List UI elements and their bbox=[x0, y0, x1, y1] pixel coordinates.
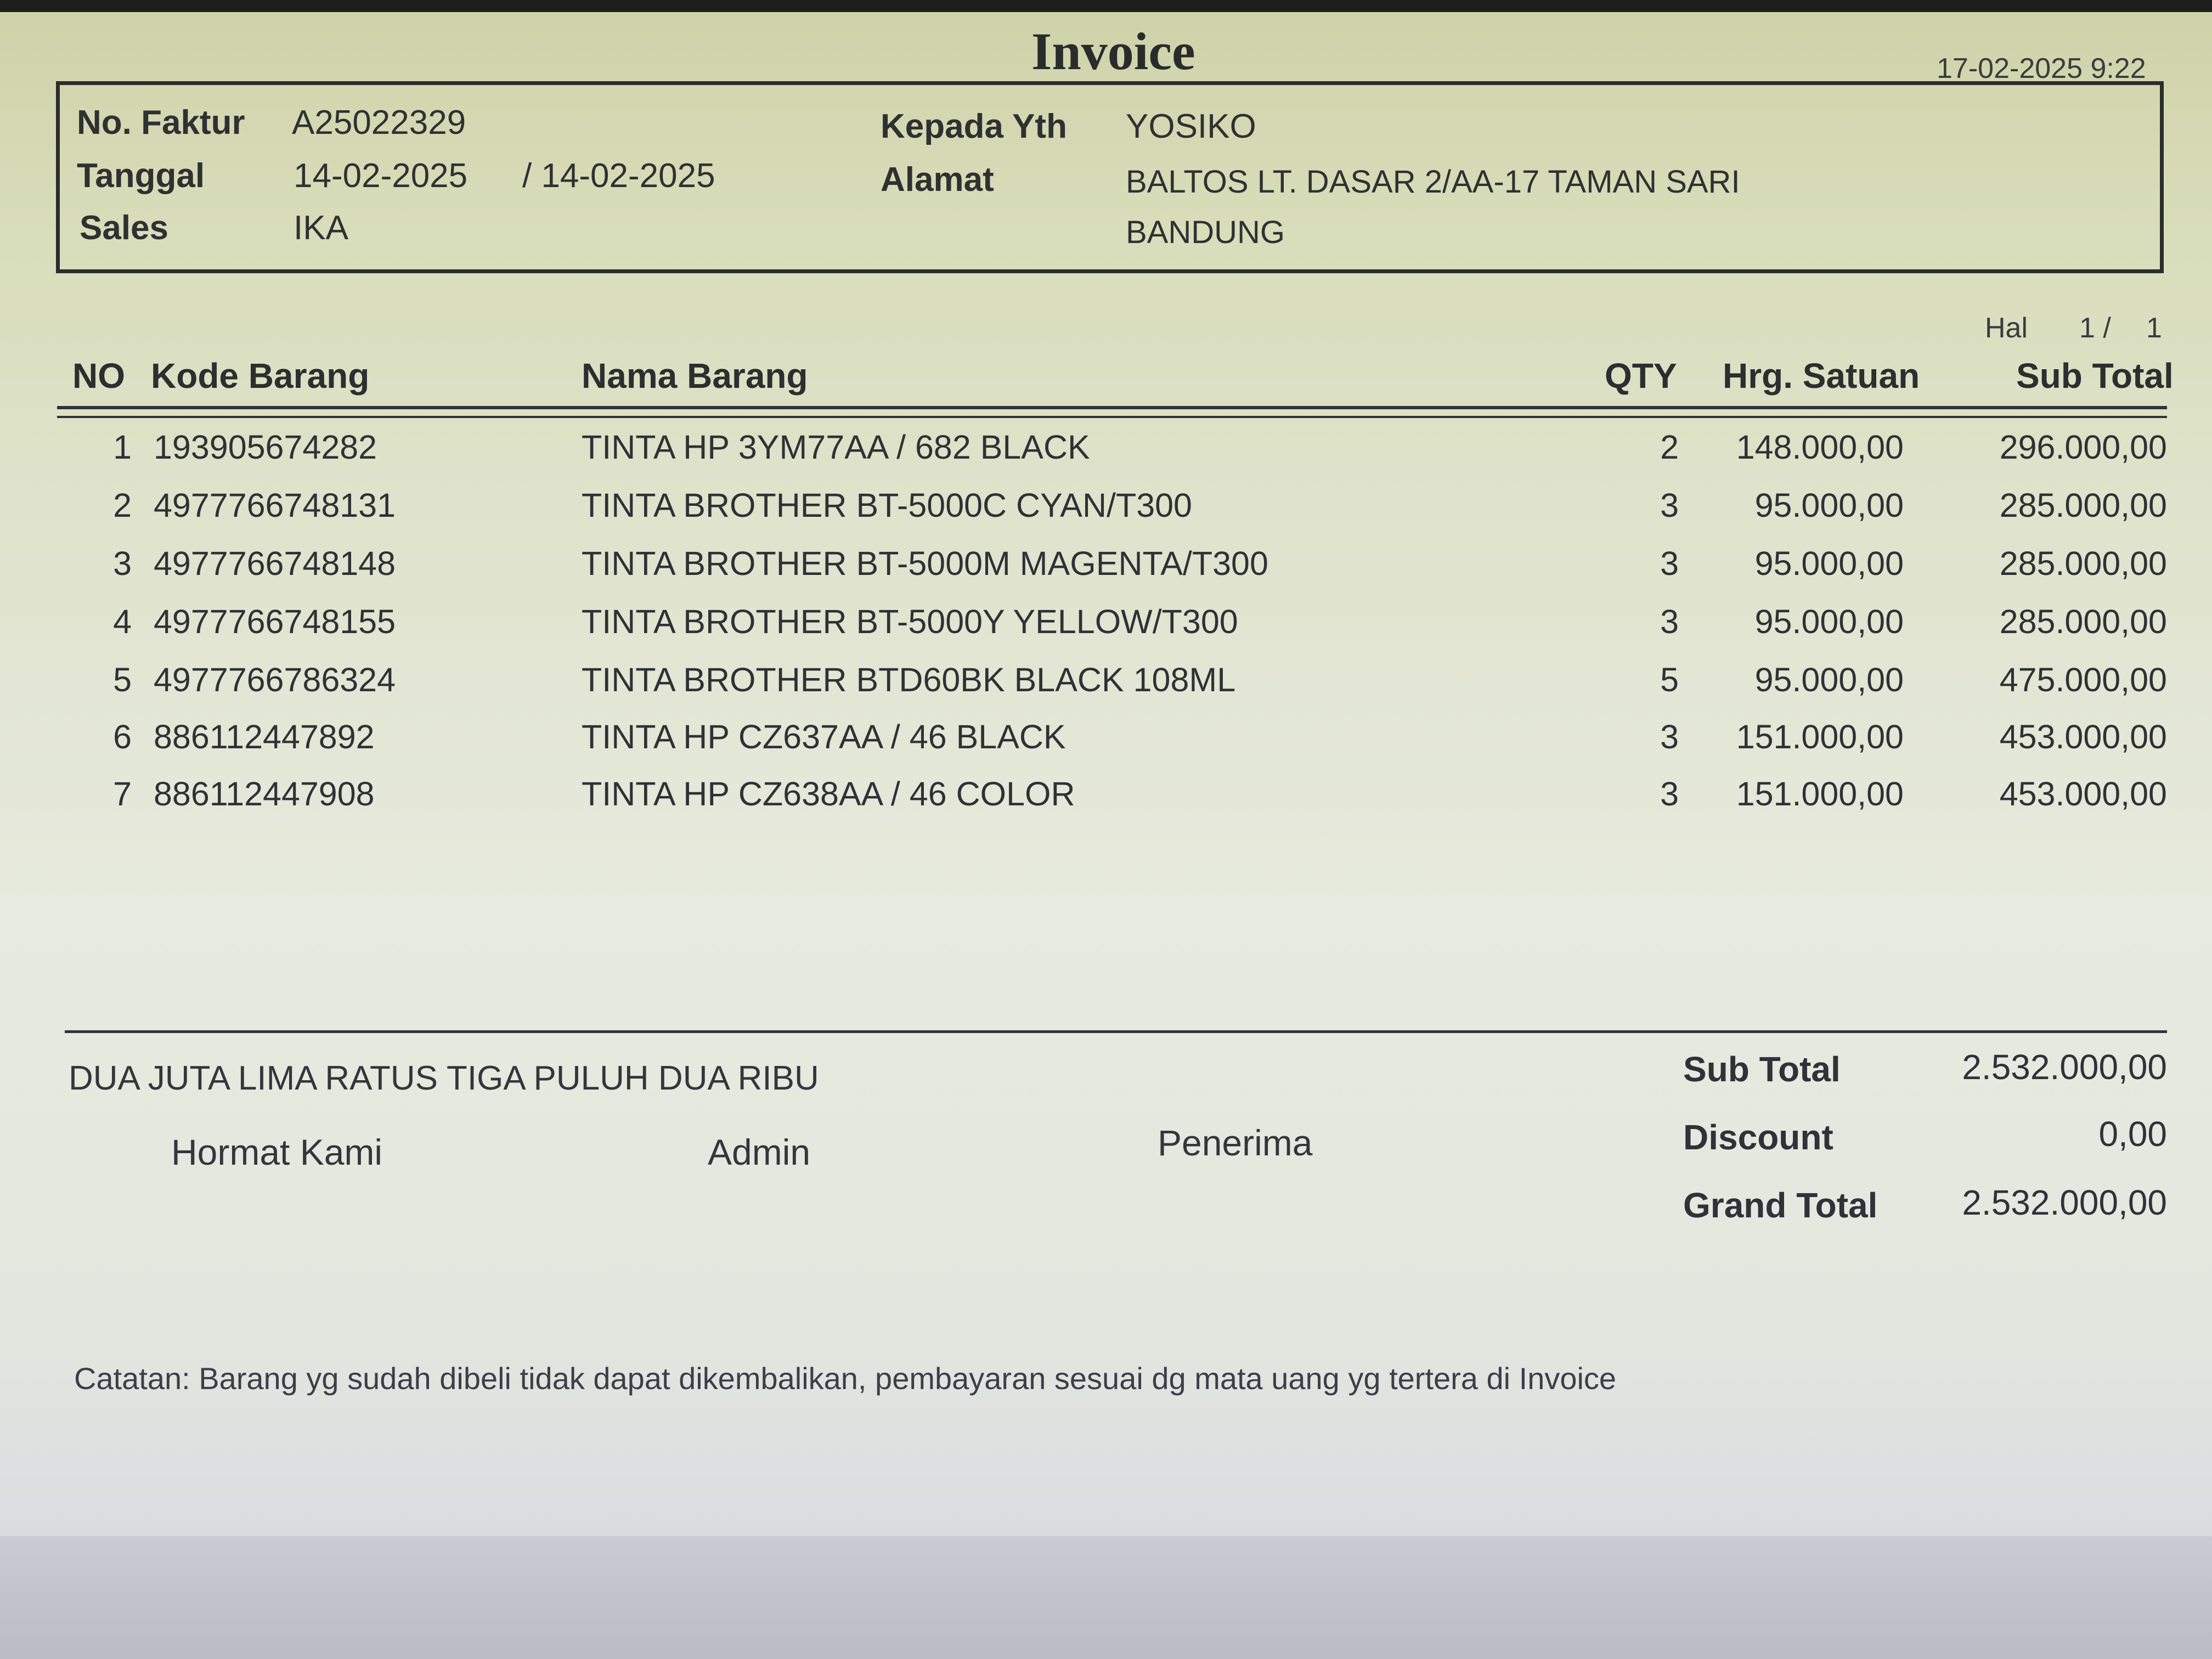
row-subtotal: 296.000,00 bbox=[1999, 428, 2167, 466]
table-row bbox=[0, 428, 2212, 483]
row-qty: 3 bbox=[1660, 603, 1679, 640]
row-nama: TINTA BROTHER BT-5000C CYAN/T300 bbox=[582, 487, 1192, 524]
screen-bottom-bezel bbox=[0, 1536, 2212, 1659]
col-header-no: NO bbox=[72, 356, 125, 396]
kepada-label: Kepada Yth bbox=[881, 108, 1067, 145]
tanggal-value: 14-02-2025 bbox=[294, 157, 468, 195]
faktur-label: No. Faktur bbox=[77, 104, 245, 142]
row-kode: 193905674282 bbox=[154, 428, 377, 466]
row-no: 2 bbox=[113, 487, 132, 524]
row-no: 4 bbox=[113, 603, 132, 640]
col-header-harga: Hrg. Satuan bbox=[1723, 356, 1920, 396]
discount-value: 0,00 bbox=[2098, 1114, 2167, 1154]
table-row bbox=[0, 661, 2212, 715]
alamat-line-2: BANDUNG bbox=[1126, 215, 1285, 250]
subtotal-label: Sub Total bbox=[1683, 1049, 1841, 1089]
subtotal-value: 2.532.000,00 bbox=[1962, 1047, 2167, 1087]
row-harga: 95.000,00 bbox=[1754, 603, 1904, 640]
row-no: 3 bbox=[113, 545, 132, 582]
page-total: 1 bbox=[2146, 312, 2162, 344]
page-label: Hal bbox=[1985, 312, 2028, 344]
row-nama: TINTA BROTHER BT-5000M MAGENTA/T300 bbox=[582, 545, 1268, 582]
tanggal-due-value: / 14-02-2025 bbox=[522, 157, 715, 195]
page-current: 1 / bbox=[2079, 312, 2111, 344]
col-header-subtotal: Sub Total bbox=[2016, 356, 2174, 396]
row-nama: TINTA HP 3YM77AA / 682 BLACK bbox=[582, 428, 1090, 466]
signature-hormat-kami: Hormat Kami bbox=[171, 1132, 383, 1172]
sales-value: IKA bbox=[294, 209, 348, 247]
col-header-nama: Nama Barang bbox=[582, 356, 808, 396]
row-no: 5 bbox=[113, 661, 132, 698]
row-nama: TINTA HP CZ638AA / 46 COLOR bbox=[582, 775, 1075, 812]
table-row bbox=[0, 486, 2212, 541]
col-header-kode: Kode Barang bbox=[151, 356, 370, 396]
invoice-title: Invoice bbox=[1031, 22, 1195, 81]
row-qty: 3 bbox=[1660, 718, 1679, 755]
row-no: 7 bbox=[113, 775, 132, 812]
invoice-note: Catatan: Barang yg sudah dibeli tidak dapat dikembalikan, pembayaran sesuai dg mata uang yg tertera di Invoice bbox=[74, 1361, 1617, 1396]
row-kode: 886112447892 bbox=[154, 718, 375, 755]
row-no: 6 bbox=[113, 718, 132, 755]
alamat-line-1: BALTOS LT. DASAR 2/AA-17 TAMAN SARI bbox=[1126, 164, 1740, 200]
row-harga: 95.000,00 bbox=[1754, 661, 1904, 698]
row-subtotal: 453.000,00 bbox=[1999, 718, 2167, 755]
table-bottom-divider bbox=[65, 1030, 2167, 1033]
row-kode: 4977766748155 bbox=[154, 603, 396, 640]
row-nama: TINTA HP CZ637AA / 46 BLACK bbox=[582, 718, 1066, 755]
row-qty: 3 bbox=[1660, 487, 1679, 524]
col-header-qty: QTY bbox=[1605, 356, 1677, 396]
table-row bbox=[0, 775, 2212, 830]
row-kode: 4977766786324 bbox=[154, 661, 396, 698]
row-harga: 148.000,00 bbox=[1736, 428, 1904, 466]
row-nama: TINTA BROTHER BT-5000Y YELLOW/T300 bbox=[582, 603, 1238, 640]
row-kode: 4977766748148 bbox=[154, 545, 396, 582]
screen-top-edge bbox=[0, 0, 2212, 12]
kepada-value: YOSIKO bbox=[1126, 108, 1256, 145]
grand-total-value: 2.532.000,00 bbox=[1962, 1183, 2167, 1222]
row-harga: 151.000,00 bbox=[1736, 718, 1904, 755]
tanggal-label: Tanggal bbox=[77, 157, 205, 195]
header-divider-bottom bbox=[57, 416, 2167, 418]
row-qty: 5 bbox=[1660, 661, 1679, 698]
row-harga: 95.000,00 bbox=[1754, 545, 1904, 582]
signature-admin: Admin bbox=[708, 1132, 811, 1172]
row-subtotal: 285.000,00 bbox=[1999, 545, 2167, 582]
sales-label: Sales bbox=[80, 209, 169, 247]
row-kode: 886112447908 bbox=[154, 775, 375, 812]
row-harga: 151.000,00 bbox=[1736, 775, 1904, 812]
print-datetime: 17-02-2025 9:22 bbox=[1937, 53, 2146, 84]
row-subtotal: 285.000,00 bbox=[1999, 487, 2167, 524]
row-subtotal: 475.000,00 bbox=[1999, 661, 2167, 698]
row-harga: 95.000,00 bbox=[1754, 487, 1904, 524]
amount-in-words: DUA JUTA LIMA RATUS TIGA PULUH DUA RIBU bbox=[69, 1059, 819, 1097]
discount-label: Discount bbox=[1683, 1118, 1833, 1157]
table-row bbox=[0, 544, 2212, 599]
signature-penerima: Penerima bbox=[1158, 1122, 1313, 1163]
alamat-label: Alamat bbox=[881, 161, 994, 199]
row-subtotal: 453.000,00 bbox=[1999, 775, 2167, 812]
row-nama: TINTA BROTHER BTD60BK BLACK 108ML bbox=[582, 661, 1236, 698]
header-divider-top bbox=[57, 406, 2167, 409]
table-row bbox=[0, 718, 2212, 772]
table-row bbox=[0, 602, 2212, 657]
row-kode: 4977766748131 bbox=[154, 487, 396, 524]
row-qty: 2 bbox=[1660, 428, 1679, 466]
row-qty: 3 bbox=[1660, 545, 1679, 582]
row-no: 1 bbox=[113, 428, 132, 466]
row-subtotal: 285.000,00 bbox=[1999, 603, 2167, 640]
faktur-value: A25022329 bbox=[292, 104, 466, 142]
grand-total-label: Grand Total bbox=[1683, 1186, 1878, 1225]
row-qty: 3 bbox=[1660, 775, 1679, 812]
